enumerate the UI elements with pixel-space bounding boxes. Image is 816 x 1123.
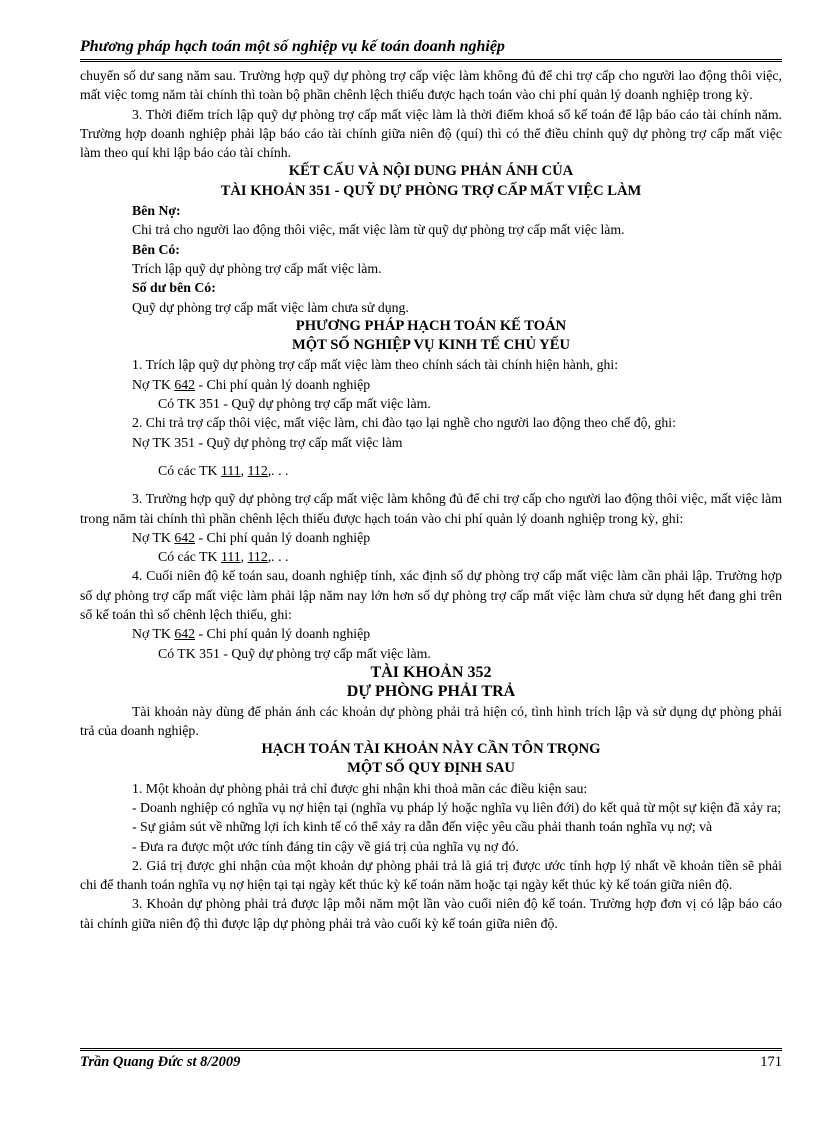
page-body — [80, 66, 782, 933]
text: , — [240, 549, 248, 565]
text: Nợ TK — [132, 376, 171, 392]
text: , — [240, 462, 248, 478]
section-heading: MỘT SỐ NGHIỆP VỤ KINH TẾ CHỦ YẾU — [291, 337, 570, 354]
entry-line — [80, 528, 782, 547]
text: - Chi phí quản lý doanh nghiệp — [195, 626, 371, 642]
paragraph: 3. Trường hợp quỹ dự phòng trợ cấp mất việc làm không đủ để chi trợ cấp cho người lao động thôi việc, mất việc làm trong năm tài chính thì phần chênh lệch thiếu được hạch toán vào chi phí quản lý doanh nghiệp trong kỳ, ghi: — [80, 491, 782, 526]
text: 351 - Quỹ dự phòng trợ cấp mất việc làm — [170, 434, 403, 450]
paragraph: - Sự giảm sút về những lợi ích kinh tế có thể xảy ra dẫn đến việc yêu cầu phải thanh toán nghĩa vụ nợ; và — [132, 819, 713, 835]
text: Có TK — [158, 396, 196, 412]
label-ben-no: Bên Nợ: — [132, 203, 181, 219]
entry-line — [80, 375, 782, 394]
page-footer — [80, 1048, 782, 1071]
entry-line — [80, 461, 782, 480]
section-heading: PHƯƠNG PHÁP HẠCH TOÁN KẾ TOÁN — [295, 317, 567, 334]
page-number: 171 — [760, 1054, 782, 1070]
text: 351 - Quỹ dự phòng trợ cấp mất việc làm. — [195, 645, 431, 661]
footer-author: Trần Quang Đức st 8/2009 — [80, 1054, 241, 1070]
text: Nợ TK — [132, 434, 171, 450]
account-642-link[interactable]: 642 — [174, 376, 196, 392]
account-111-link[interactable]: 111 — [220, 549, 241, 565]
page-header: Phương pháp hạch toán một số nghiệp vụ kế toán doanh nghiệp — [80, 38, 782, 62]
text: ,. . . — [267, 462, 289, 478]
entry-line — [80, 624, 782, 643]
paragraph: 1. Một khoản dự phòng phải trả chỉ được ghi nhận khi thoả mãn các điều kiện sau: — [132, 780, 588, 796]
text: Nợ TK — [132, 529, 171, 545]
entry-line — [80, 433, 782, 452]
entry-line — [80, 547, 782, 566]
account-642-link[interactable]: 642 — [174, 626, 196, 642]
text: Có TK — [158, 645, 196, 661]
text: Nợ TK — [132, 626, 171, 642]
paragraph: 2. Chi trả trợ cấp thôi việc, mất việc làm, chi đào tạo lại nghề cho người lao động theo chế độ, ghi: — [132, 415, 676, 431]
paragraph: Chi trả cho người lao động thôi việc, mất việc làm từ quỹ dự phòng trợ cấp mất việc làm. — [132, 222, 625, 238]
paragraph: - Đưa ra được một ước tính đáng tin cậy về giá trị của nghĩa vụ nợ đó. — [132, 838, 519, 854]
paragraph: chuyển số dư sang năm sau. Trường hợp quỹ dự phòng trợ cấp việc làm không đủ để chi trợ cấp cho người lao động thôi việc, mất việc tomg năm tài chính thì toàn bộ phần chênh lệch thiếu được hạch toán vào chi phí quản lý doanh nghiệp trong kỳ. — [80, 68, 782, 103]
account-111-link[interactable]: 111 — [220, 462, 241, 478]
text: - Chi phí quản lý doanh nghiệp — [195, 376, 371, 392]
paragraph: 1. Trích lập quỹ dự phòng trợ cấp mất việc làm theo chính sách tài chính hiện hành, ghi: — [132, 357, 619, 373]
label-ben-co: Bên Có: — [132, 241, 180, 257]
section-heading: KẾT CẤU VÀ NỘI DUNG PHẢN ÁNH CỦA — [288, 163, 574, 180]
entry-line — [80, 644, 782, 663]
text: 351 - Quỹ dự phòng trợ cấp mất việc làm. — [195, 396, 431, 412]
entry-line — [80, 394, 782, 413]
account-112-link[interactable]: 112 — [247, 549, 268, 565]
section-heading: MỘT SỐ QUY ĐỊNH SAU — [347, 760, 515, 777]
account-112-link[interactable]: 112 — [247, 462, 268, 478]
account-642-link[interactable]: 642 — [174, 529, 196, 545]
text: ,. . . — [267, 549, 289, 565]
paragraph: Trích lập quỹ dự phòng trợ cấp mất việc làm. — [132, 260, 382, 276]
paragraph: 3. Thời điểm trích lập quỹ dự phòng trợ cấp mất việc làm là thời điểm khoá sổ kế toán để lập báo cáo tài chính năm. Trường hợp doanh nghiệp phải lập báo cáo tài chính giữa niên độ (quí) thì có thể điều chỉnh quỹ dự phòng trợ cấp mất việc làm theo quí khi lập báo cáo tài chính. — [80, 106, 782, 161]
paragraph: 2. Giá trị được ghi nhận của một khoản dự phòng phải trả là giá trị được ước tính hợp lý nhất về khoản tiền sẽ phải chi để thanh toán nghĩa vụ nợ hiện tại tại ngày kết thúc kỳ kế toán năm hoặc tại ngày kết thúc kỳ kế toán giữa niên độ. — [80, 857, 782, 893]
paragraph: Quỹ dự phòng trợ cấp mất việc làm chưa sử dụng. — [132, 299, 409, 315]
section-heading: TÀI KHOẢN 351 - QUỸ DỰ PHÒNG TRỢ CẤP MẤT VIỆC LÀM — [220, 182, 642, 199]
section-heading: TÀI KHOẢN 352 — [370, 663, 492, 681]
text: Có các TK — [158, 549, 218, 565]
text: Có các TK — [158, 462, 218, 478]
label-so-du: Số dư bên Có: — [132, 280, 216, 296]
paragraph: 3. Khoản dự phòng phải trả được lập mỗi năm một lần vào cuối niên độ kế toán. Trường hợp đơn vị có lập báo cáo tài chính giữa niên độ thì được lập dự phòng phải trả vào cuối kỳ kế toán giữa niên độ. — [80, 896, 782, 931]
paragraph: - Doanh nghiệp có nghĩa vụ nợ hiện tại (nghĩa vụ pháp lý hoặc nghĩa vụ liên đới) do kết quả từ một sự kiện đã xảy ra; — [132, 799, 782, 815]
paragraph: 4. Cuối niên độ kế toán sau, doanh nghiệp tính, xác định số dự phòng trợ cấp mất việc làm cần phải lập. Trường hợp số dự phòng trợ cấp mất việc làm phải lập năm nay lớn hơn số dự phòng trợ cấp mất việc làm chưa sử dụng hết đang ghi trên sổ kế toán thì số chênh lệch thiếu, ghi: — [80, 568, 782, 623]
section-heading: HẠCH TOÁN TÀI KHOẢN NÀY CẦN TÔN TRỌNG — [261, 741, 601, 758]
paragraph: Tài khoản này dùng để phản ánh các khoản dự phòng phải trả hiện có, tình hình trích lập và sử dụng dự phòng phải trả của doanh nghiệp. — [80, 703, 782, 738]
section-heading: DỰ PHÒNG PHẢI TRẢ — [346, 683, 516, 701]
text: - Chi phí quản lý doanh nghiệp — [195, 529, 371, 545]
